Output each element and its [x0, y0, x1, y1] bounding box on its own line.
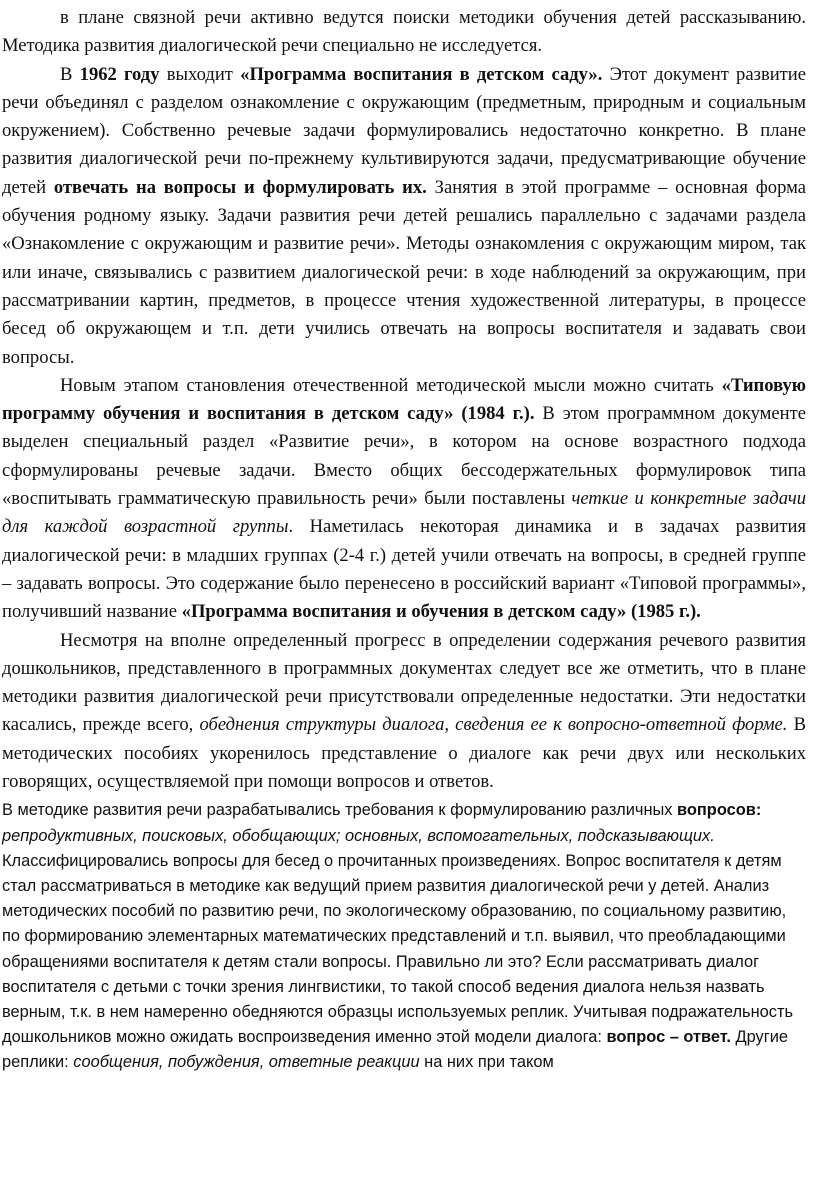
serif-text-block	[2, 4, 806, 796]
p3-text-2: В этом программном документе выделен специальный раздел «Развитие речи», в котором на основе возрастного подхода сформулированы речевые задачи. Вместо общих бессодержательных формулировок типа «воспитывать грамматическую правильность речи» были поставлены	[2, 403, 807, 510]
p5-text-3: Классифицировались вопросы для бесед о прочитанных произведениях. Вопрос воспитателя к детям стал рассматриваться в методике как ведущий прием развития диалогической речи у детей. Анализ методических пособий по развитию речи, по экологическому образованию, по социальному развитию, по формированию элементарных математических представлений и т.п. выявил, что преобладающими обращениями воспитателя к детям стали вопросы. Правильно ли это? Если рассматривать диалог воспитателя с детьми с точки зрения лингвистики, то такой способ ведения диалога нельзя назвать верным, т.к. в нем намеренно обедняются образцы используемых реплик. Учитывая подражательность дошкольников можно ожидать воспроизведения именно этой модели диалога:	[2, 851, 793, 1047]
p3-text-3: . Наметилась некоторая динамика и в задачах развития диалогической речи: в младших группах (2-4 г.) детей учили отвечать на вопросы, в средней группе – задавать вопросы. Это содержание было перенесено в российский вариант «Типовой программы», получивший название	[2, 516, 806, 623]
p3-bold-typical-program: «Типовую программу обучения и воспитания в детском саду» (1984 г.).	[2, 374, 806, 425]
paragraph-5	[2, 798, 806, 1075]
p5-italic-replica-types: сообщения, побуждения, ответные реакции	[73, 1053, 420, 1072]
p3-text-1: Новым этапом становления отечественной методической мысли можно считать	[60, 374, 722, 396]
p5-bold-question-answer: вопрос – ответ.	[606, 1028, 731, 1047]
p2-text-2: выходит	[159, 63, 241, 85]
p2-text-1: В	[60, 63, 80, 85]
p4-text-1: Несмотря на вполне определенный прогресс в определении содержания речевого развития дошкольников, представленного в программных документах следует все же отметить, что в плане методики развития диалогической речи присутствовали определенные недостатки. Эти недостатки касались, прежде всего,	[2, 629, 806, 736]
p2-text-3: Этот документ развитие речи объединял с разделом ознакомление с окружающим (предметным, природным и социальным окружением). Собственно речевые задачи формулировались недостаточно конкретно. В плане развития диалогической речи по-прежнему культивируются задачи, предусматривающие обучение детей	[2, 63, 807, 198]
p4-text-2: В методических пособиях укоренилось представление о диалоге как речи двух или нескольких говорящих, осуществляемой при помощи вопросов и ответов.	[2, 714, 806, 793]
paragraph-2	[2, 61, 806, 372]
paragraph-3	[2, 372, 806, 627]
sans-text-block	[2, 798, 806, 1075]
p5-italic-question-types: репродуктивных, поисковых, обобщающих; основных, вспомогательных, подсказывающих.	[2, 826, 715, 845]
p3-italic-tasks: четкие и конкретные задачи для каждой возрастной группы	[2, 488, 807, 538]
p2-text-4: Занятия в этой программе – основная форма обучения родному языку. Задачи развития речи детей решались параллельно с задачами раздела «Ознакомление с окружающим и развитие речи». Методы ознакомления с окружающим миром, так или иначе, связывались с развитием диалогической речи: в ходе наблюдений за окружающим, при рассматривании картин, предметов, в процессе чтения художественной литературы, в процессе бесед об окружающем и т.п. дети учились отвечать на вопросы воспитателя и задавать свои вопросы.	[2, 176, 806, 368]
p2-bold-year: 1962 году	[79, 63, 160, 85]
p4-italic-structure: обеднения структуры диалога, сведения ее к вопросно-ответной форме.	[199, 714, 788, 736]
paragraph-1	[2, 4, 806, 61]
p5-text-5: на них при таком	[419, 1053, 554, 1072]
p5-bold-questions: вопросов:	[677, 801, 762, 820]
p2-bold-program-title: «Программа воспитания в детском саду».	[240, 63, 603, 85]
p5-text-1: В методике развития речи разрабатывались требования к формулированию различных	[2, 801, 678, 820]
p3-bold-program-1985: «Программа воспитания и обучения в детском саду» (1985 г.).	[181, 601, 701, 623]
paragraph-4	[2, 627, 806, 797]
p2-bold-task: отвечать на вопросы и формулировать их.	[53, 176, 427, 198]
p5-text-4: Другие реплики:	[2, 1028, 788, 1072]
p1-text: в плане связной речи активно ведутся поиски методики обучения детей рассказыванию. Методика развития диалогической речи специально не исследуется.	[2, 7, 806, 57]
